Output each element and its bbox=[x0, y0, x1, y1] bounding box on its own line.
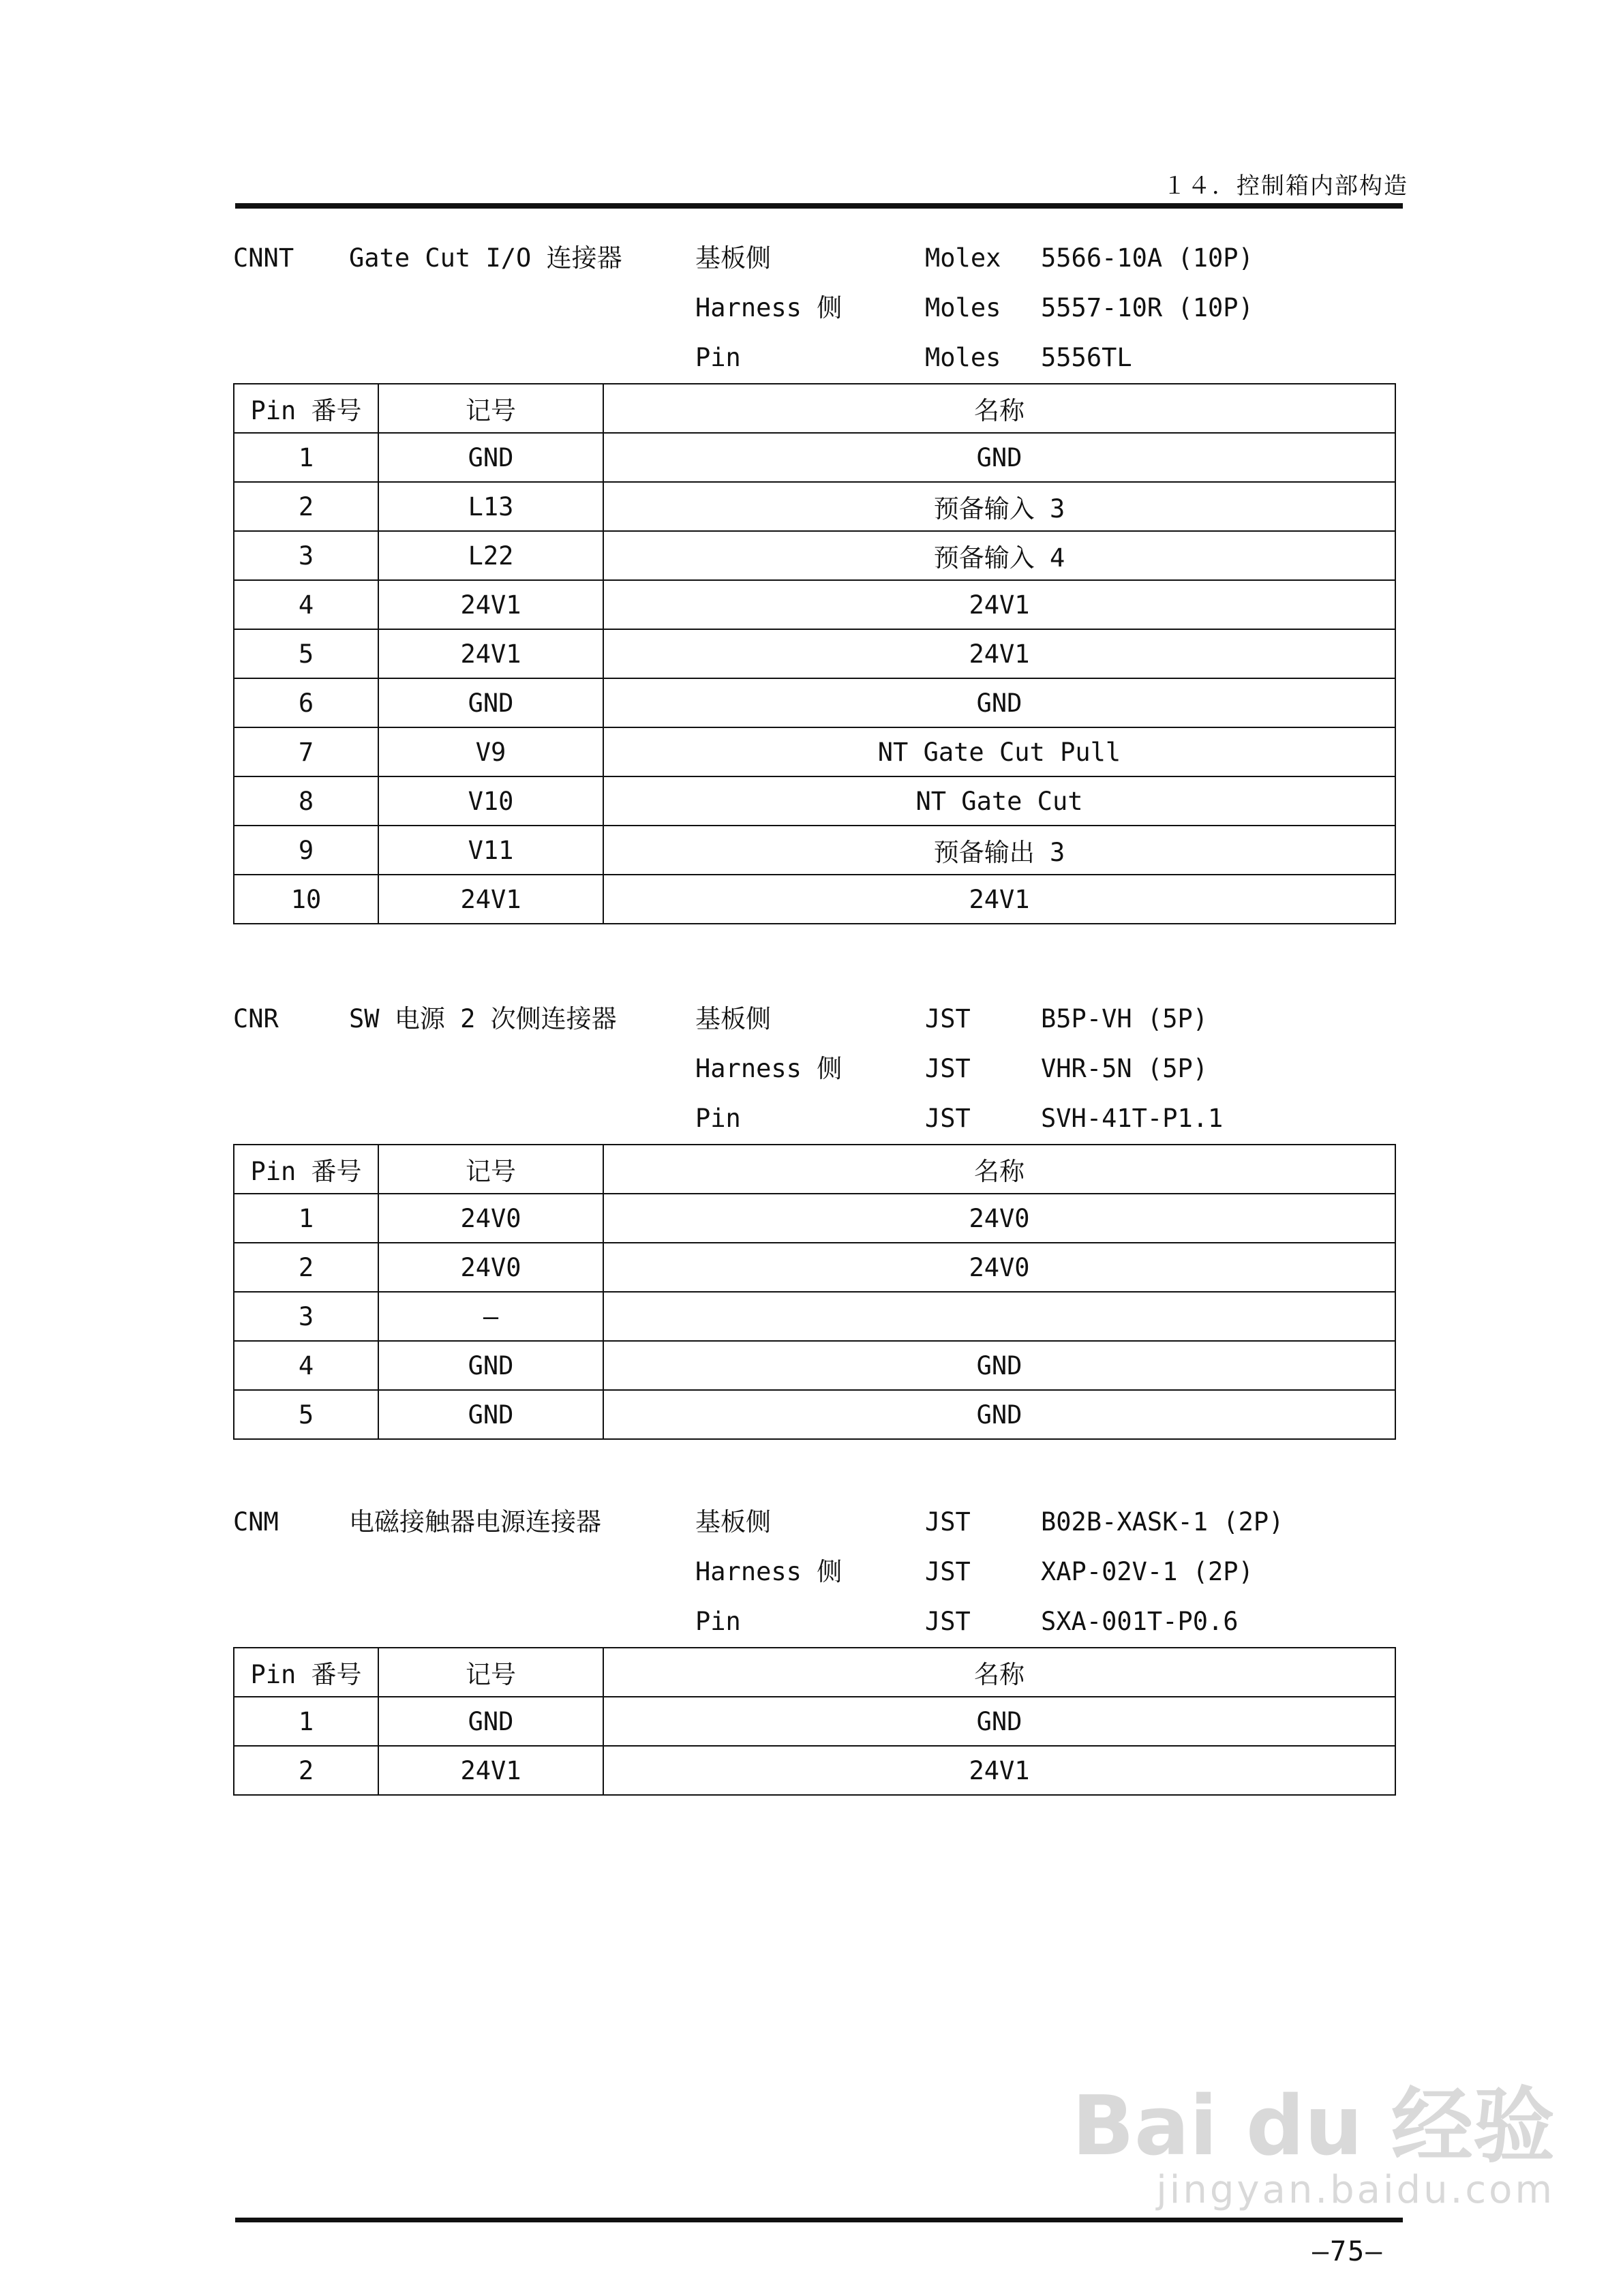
table-row bbox=[234, 629, 1395, 678]
header-symbol: 记号 bbox=[378, 384, 603, 433]
table-row bbox=[234, 580, 1395, 629]
spec-line-harness bbox=[233, 283, 1396, 333]
pin-name: GND bbox=[603, 1341, 1395, 1390]
connector-description: SW 电源 2 次侧连接器 bbox=[349, 1004, 617, 1033]
pin-symbol: 24V1 bbox=[378, 629, 603, 678]
spec-vendor: JST bbox=[925, 1104, 971, 1133]
pin-symbol: L22 bbox=[378, 531, 603, 580]
pin-name: NT Gate Cut Pull bbox=[603, 727, 1395, 776]
pin-number: 3 bbox=[234, 1292, 378, 1341]
header-name: 名称 bbox=[603, 384, 1395, 433]
spec-part: 5556TL bbox=[1041, 343, 1132, 372]
spec-line-pin bbox=[233, 333, 1396, 382]
spec-side: Pin bbox=[695, 1607, 741, 1636]
connector-section-cnr bbox=[233, 994, 1396, 1430]
pin-name: NT Gate Cut bbox=[603, 776, 1395, 826]
spec-side: 基板侧 bbox=[695, 1507, 771, 1537]
spec-line-board bbox=[233, 994, 1396, 1044]
header-symbol: 记号 bbox=[378, 1145, 603, 1194]
pin-symbol: 24V0 bbox=[378, 1194, 603, 1243]
spec-side: Pin bbox=[695, 1104, 741, 1133]
pin-name: 24V0 bbox=[603, 1243, 1395, 1292]
pin-symbol: V9 bbox=[378, 727, 603, 776]
pin-name: GND bbox=[603, 1390, 1395, 1439]
connector-section-cnm bbox=[233, 1497, 1396, 1785]
table-row bbox=[234, 1390, 1395, 1439]
spec-line-board bbox=[233, 1497, 1396, 1547]
spec-side: 基板侧 bbox=[695, 243, 771, 273]
spec-part: B02B-XASK-1 (2P) bbox=[1041, 1507, 1284, 1537]
connector-code: CNNT bbox=[233, 243, 294, 273]
spec-line-harness bbox=[233, 1547, 1396, 1597]
pin-symbol: 24V1 bbox=[378, 580, 603, 629]
spec-vendor: JST bbox=[925, 1607, 971, 1636]
spec-side: Harness 侧 bbox=[695, 1557, 843, 1586]
header-pin-number: Pin 番号 bbox=[234, 1145, 378, 1194]
header-pin-number: Pin 番号 bbox=[234, 384, 378, 433]
header-pin-number: Pin 番号 bbox=[234, 1648, 378, 1697]
table-row bbox=[234, 875, 1395, 924]
table-row bbox=[234, 1746, 1395, 1795]
spec-part: 5557-10R (10P) bbox=[1041, 293, 1254, 322]
spec-vendor: Molex bbox=[925, 243, 1001, 273]
table-row bbox=[234, 433, 1395, 482]
pin-name: 24V1 bbox=[603, 875, 1395, 924]
spec-part: SXA-001T-P0.6 bbox=[1041, 1607, 1239, 1636]
connector-description: Gate Cut I/O 连接器 bbox=[349, 243, 622, 273]
table-row bbox=[234, 1292, 1395, 1341]
pin-name: 预备输入 3 bbox=[603, 482, 1395, 531]
pin-symbol: V11 bbox=[378, 826, 603, 875]
header-symbol: 记号 bbox=[378, 1648, 603, 1697]
pin-number: 7 bbox=[234, 727, 378, 776]
table-header-row bbox=[234, 1145, 1395, 1194]
pin-symbol: GND bbox=[378, 1697, 603, 1746]
spec-side: Pin bbox=[695, 343, 741, 372]
table-row bbox=[234, 727, 1395, 776]
spec-vendor: Moles bbox=[925, 293, 1001, 322]
table-row bbox=[234, 776, 1395, 826]
spec-line-pin bbox=[233, 1093, 1396, 1143]
pin-number: 1 bbox=[234, 1194, 378, 1243]
pin-symbol: 24V0 bbox=[378, 1243, 603, 1292]
spec-line-pin bbox=[233, 1597, 1396, 1646]
chapter-header: １４．控制箱内部构造 bbox=[1163, 172, 1408, 200]
header-rule bbox=[235, 203, 1403, 209]
pin-symbol: 24V1 bbox=[378, 875, 603, 924]
table-row bbox=[234, 531, 1395, 580]
pin-number: 8 bbox=[234, 776, 378, 826]
table-row bbox=[234, 826, 1395, 875]
table-row bbox=[234, 1341, 1395, 1390]
header-name: 名称 bbox=[603, 1145, 1395, 1194]
watermark bbox=[1072, 2079, 1555, 2212]
spec-part: SVH-41T-P1.1 bbox=[1041, 1104, 1224, 1133]
spec-part: B5P-VH (5P) bbox=[1041, 1004, 1209, 1033]
connector-code: CNR bbox=[233, 1004, 279, 1033]
pin-name: GND bbox=[603, 1697, 1395, 1746]
connector-description: 电磁接触器电源连接器 bbox=[349, 1507, 601, 1537]
pin-name: 24V0 bbox=[603, 1194, 1395, 1243]
pin-name: GND bbox=[603, 678, 1395, 727]
pin-name: 预备输出 3 bbox=[603, 826, 1395, 875]
spec-side: Harness 侧 bbox=[695, 293, 843, 322]
table-row bbox=[234, 1243, 1395, 1292]
pin-number: 4 bbox=[234, 580, 378, 629]
watermark-url: jingyan.baidu.com bbox=[1156, 2168, 1555, 2212]
spec-line-harness bbox=[233, 1044, 1396, 1093]
spec-part: XAP-02V-1 (2P) bbox=[1041, 1557, 1254, 1586]
connector-code: CNM bbox=[233, 1507, 279, 1537]
spec-side: 基板侧 bbox=[695, 1004, 771, 1033]
connector-section-cnnt bbox=[233, 233, 1396, 914]
table-row bbox=[234, 1697, 1395, 1746]
pin-symbol: V10 bbox=[378, 776, 603, 826]
pin-symbol: 24V1 bbox=[378, 1746, 603, 1795]
pin-name: 24V1 bbox=[603, 629, 1395, 678]
spec-vendor: Moles bbox=[925, 343, 1001, 372]
pin-number: 2 bbox=[234, 1746, 378, 1795]
table-header-row bbox=[234, 384, 1395, 433]
pin-number: 4 bbox=[234, 1341, 378, 1390]
pin-name bbox=[603, 1292, 1395, 1341]
footer-rule bbox=[235, 2218, 1403, 2222]
spec-part: 5566-10A (10P) bbox=[1041, 243, 1254, 273]
pin-name: 预备输入 4 bbox=[603, 531, 1395, 580]
pin-number: 9 bbox=[234, 826, 378, 875]
pin-table bbox=[233, 1144, 1396, 1440]
pin-number: 2 bbox=[234, 482, 378, 531]
pin-symbol: GND bbox=[378, 433, 603, 482]
pin-name: 24V1 bbox=[603, 580, 1395, 629]
pin-name: 24V1 bbox=[603, 1746, 1395, 1795]
pin-symbol: L13 bbox=[378, 482, 603, 531]
pin-symbol: GND bbox=[378, 678, 603, 727]
table-row bbox=[234, 678, 1395, 727]
page-number: —75— bbox=[1312, 2236, 1384, 2267]
spec-line-board bbox=[233, 233, 1396, 283]
spec-vendor: JST bbox=[925, 1557, 971, 1586]
spec-part: VHR-5N (5P) bbox=[1041, 1054, 1209, 1083]
pin-number: 1 bbox=[234, 433, 378, 482]
pin-name: GND bbox=[603, 433, 1395, 482]
spec-side: Harness 侧 bbox=[695, 1054, 843, 1083]
spec-vendor: JST bbox=[925, 1507, 971, 1537]
table-row bbox=[234, 482, 1395, 531]
watermark-logo: Bai du 经验 bbox=[1072, 2079, 1555, 2174]
table-header-row bbox=[234, 1648, 1395, 1697]
pin-number: 5 bbox=[234, 629, 378, 678]
pin-symbol: GND bbox=[378, 1390, 603, 1439]
pin-symbol: — bbox=[378, 1292, 603, 1341]
spec-vendor: JST bbox=[925, 1004, 971, 1033]
pin-number: 1 bbox=[234, 1697, 378, 1746]
pin-number: 10 bbox=[234, 875, 378, 924]
pin-number: 2 bbox=[234, 1243, 378, 1292]
pin-number: 5 bbox=[234, 1390, 378, 1439]
pin-table bbox=[233, 383, 1396, 924]
table-row bbox=[234, 1194, 1395, 1243]
pin-table bbox=[233, 1647, 1396, 1796]
pin-number: 3 bbox=[234, 531, 378, 580]
header-name: 名称 bbox=[603, 1648, 1395, 1697]
pin-number: 6 bbox=[234, 678, 378, 727]
pin-symbol: GND bbox=[378, 1341, 603, 1390]
spec-vendor: JST bbox=[925, 1054, 971, 1083]
